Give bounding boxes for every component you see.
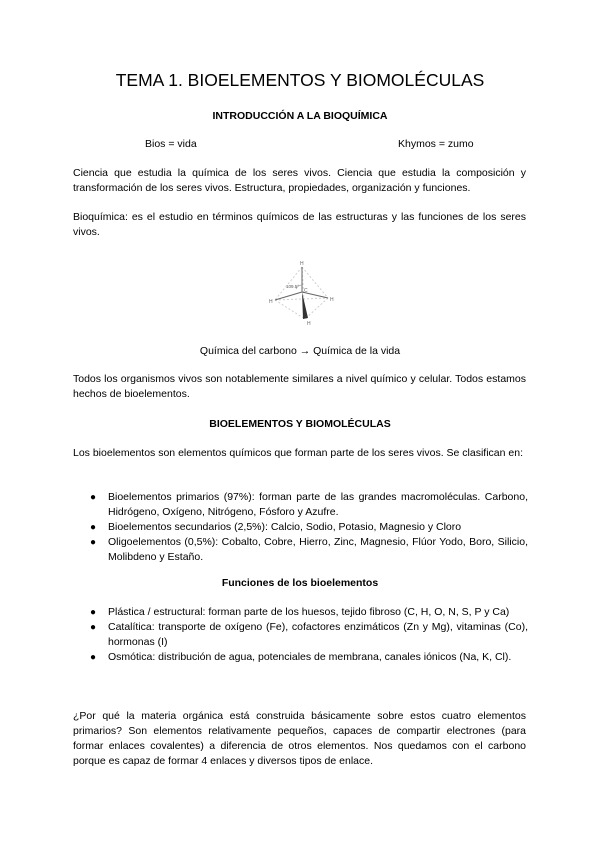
- bullet-icon: ●: [90, 537, 97, 548]
- atom-label-left: H: [269, 299, 273, 305]
- list-item: [73, 535, 528, 565]
- list-item-text: Plástica / estructural: forman parte de los huesos, tejido fibroso (C, H, O, N, S, P y Ca): [108, 606, 510, 618]
- list-item: [73, 650, 528, 665]
- etymology-khymos: Khymos = zumo: [398, 138, 474, 150]
- bioelements-paragraph: Los bioelementos son elementos químicos que forman parte de los seres vivos. Se clasifican en:: [73, 447, 523, 459]
- list-item: [73, 520, 528, 535]
- list-item: [73, 620, 528, 650]
- list-item-text: Catalítica: transporte de oxígeno (Fe), cofactores enzimáticos (Zn y Mg), vitaminas (Co), hormonas (I): [108, 621, 528, 648]
- functions-heading: Funciones de los bioelementos: [221, 577, 379, 589]
- bond-angle-label: 109.5°: [286, 284, 300, 289]
- bioelements-heading: BIOELEMENTOS Y BIOMOLÉCULAS: [209, 418, 391, 430]
- list-item: [73, 490, 528, 520]
- intro-paragraph-3: Todos los organismos vivos son notablemente similares a nivel químico y celular. Todos estamos hechos de bioelementos.: [73, 373, 526, 400]
- bullet-icon: ●: [90, 607, 97, 618]
- intro-heading: INTRODUCCIÓN A LA BIOQUÍMICA: [212, 110, 388, 122]
- etymology-bios: Bios = vida: [145, 138, 197, 150]
- bioelements-list: [73, 490, 528, 565]
- list-item-text: Osmótica: distribución de agua, potenciales de membrana, canales iónicos (Na, K, Cl).: [108, 651, 512, 663]
- bullet-icon: ●: [90, 622, 97, 633]
- bullet-icon: ●: [90, 492, 97, 503]
- intro-paragraph-2: Bioquímica: es el estudio en términos químicos de las estructuras y las funciones de los seres vivos.: [73, 211, 526, 238]
- atom-label-center: C: [304, 288, 308, 294]
- atom-label-top: H: [300, 261, 304, 267]
- list-item-text: Oligoelementos (0,5%): Cobalto, Cobre, Hierro, Zinc, Magnesio, Flúor Yodo, Boro, Silicio, Molibdeno y Estaño.: [108, 536, 528, 563]
- list-item: [73, 605, 528, 620]
- list-item-text: Bioelementos secundarios (2,5%): Calcio, Sodio, Potasio, Magnesio y Cloro: [108, 521, 462, 533]
- functions-paragraph: ¿Por qué la materia orgánica está construida básicamente sobre estos cuatro elementos primarios? Son elementos relativamente pequeños, capaces de compartir electrones (para formar enlaces covalentes) a diferencia de otros elementos. Nos quedamos con el carbono porque es capaz de formar 4 enlaces y diversos tipos de enlace.: [73, 710, 526, 767]
- atom-label-right: H: [330, 297, 334, 303]
- list-item-text: Bioelementos primarios (97%): forman parte de las grandes macromoléculas. Carbono, Hidrógeno, Oxígeno, Nitrógeno, Fósforo y Azufre.: [108, 491, 528, 518]
- methane-tetrahedron-figure: [265, 255, 340, 327]
- bullet-icon: ●: [90, 652, 97, 663]
- bullet-icon: ●: [90, 522, 97, 533]
- atom-label-bottom: H: [307, 321, 311, 327]
- figure-caption: Química del carbono → Química de la vida: [199, 345, 401, 357]
- intro-paragraph-1: Ciencia que estudia la química de los seres vivos. Ciencia que estudia la composición y transformación de los seres vivos. Estructura, propiedades, organización y funciones.: [73, 167, 526, 194]
- page-title: TEMA 1. BIOELEMENTOS Y BIOMOLÉCULAS: [115, 70, 485, 90]
- functions-list: [73, 605, 528, 665]
